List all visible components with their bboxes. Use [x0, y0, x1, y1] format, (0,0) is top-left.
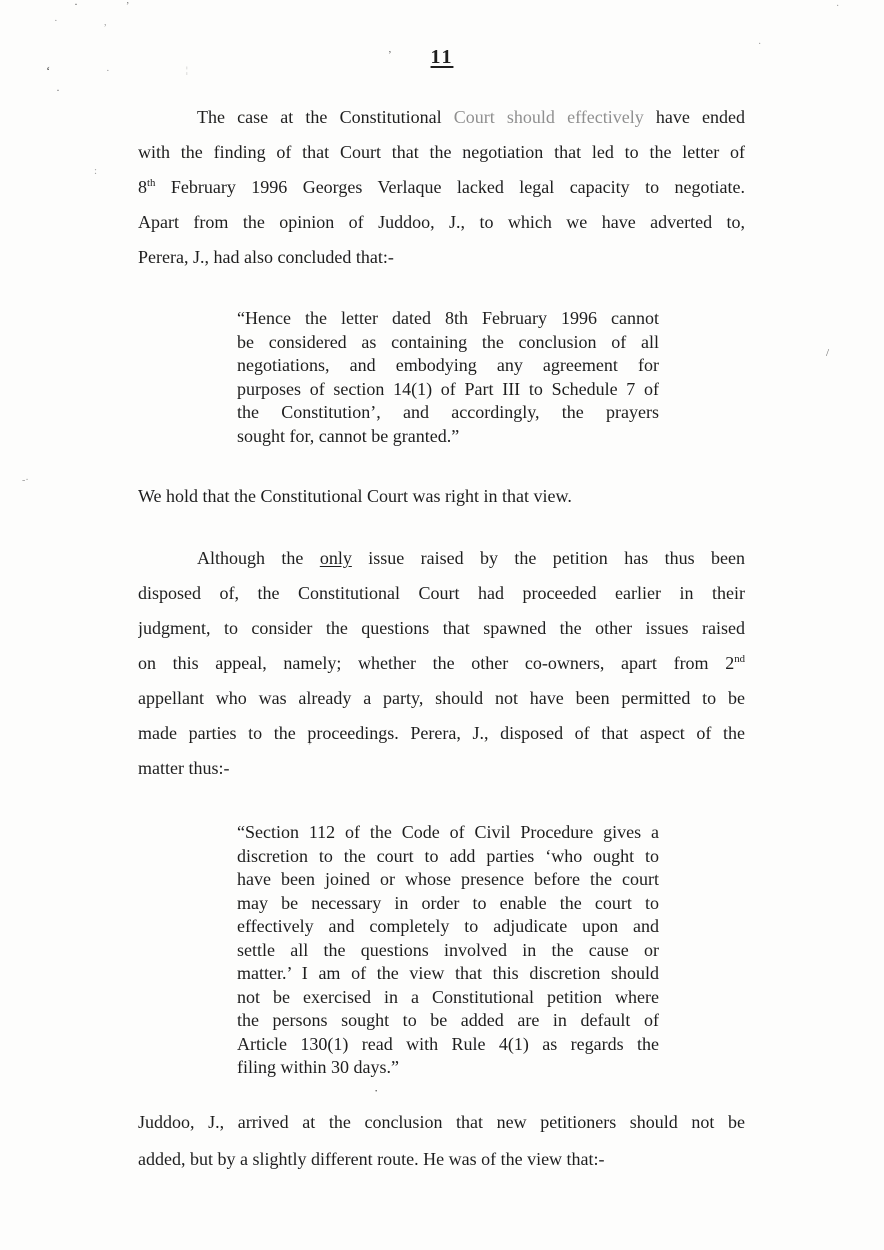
- paragraph-we-hold: [138, 479, 745, 514]
- text-line: Apart from the opinion of Juddoo, J., to which we have adverted to,: [138, 212, 745, 232]
- text-line: matter thus:-: [138, 758, 230, 778]
- scan-speck: ·: [836, 1, 840, 12]
- text-line: may be necessary in order to enable the court to: [237, 892, 659, 913]
- text-line: The case at the Constitutional Court should effectively have ended: [197, 107, 745, 127]
- paragraph-constitutional-court-case: [138, 100, 745, 275]
- text-line: filing within 30 days.”: [237, 1057, 399, 1077]
- scan-speck: ·: [758, 39, 762, 50]
- text-line: purposes of section 14(1) of Part III to Schedule 7 of: [237, 378, 659, 399]
- scan-speck: ’: [388, 49, 392, 61]
- text-line: not be exercised in a Constitutional petition where: [237, 986, 659, 1007]
- text-line: “Hence the letter dated 8th February 1996 cannot: [237, 308, 659, 328]
- paragraph-although-only-issue: [138, 541, 745, 786]
- text-line: Perera, J., had also concluded that:-: [138, 247, 394, 267]
- scan-speck: :: [94, 165, 98, 177]
- scan-speck: ’: [126, 1, 130, 12]
- scan-speck: ,: [104, 17, 107, 28]
- scan-speck: ·: [74, 0, 78, 11]
- text-line: on this appeal, namely; whether the other co-owners, apart from 2nd: [138, 653, 745, 673]
- text-line: negotiations, and embodying any agreement for: [237, 355, 659, 375]
- text-line: “Section 112 of the Code of Civil Procedure gives a: [237, 822, 659, 842]
- scan-speck: ‘: [46, 63, 51, 78]
- text-line: We hold that the Constitutional Court was right in that view.: [138, 486, 572, 506]
- text-line: effectively and completely to adjudicate upon and: [237, 916, 659, 936]
- scan-speck: /: [826, 347, 830, 359]
- quote-perera-letter-1996: [237, 307, 659, 448]
- scan-speck: ·: [56, 83, 60, 97]
- text-line: Although the only issue raised by the petition has thus been: [197, 548, 745, 568]
- text-line: discretion to the court to add parties ‘who ought to: [237, 845, 659, 866]
- text-line: appellant who was already a party, should not have been permitted to be: [138, 688, 745, 708]
- text-line: made parties to the proceedings. Perera, J., disposed of that aspect of the: [138, 723, 745, 743]
- text-line: added, but by a slightly different route. He was of the view that:-: [138, 1149, 605, 1169]
- scan-speck: -·: [22, 475, 29, 486]
- text-line: matter.’ I am of the view that this discretion should: [237, 963, 659, 983]
- text-line: the Constitution’, and accordingly, the prayers: [237, 402, 659, 422]
- text-line: settle all the questions involved in the cause or: [237, 939, 659, 960]
- scan-speck: ¦: [186, 65, 188, 75]
- text-line: judgment, to consider the questions that spawned the other issues raised: [138, 618, 745, 638]
- paragraph-juddoo-conclusion: [138, 1104, 745, 1178]
- text-line: sought for, cannot be granted.”: [237, 425, 460, 446]
- text-line: have been joined or whose presence before the court: [237, 869, 659, 889]
- text-line: Article 130(1) read with Rule 4(1) as regards the: [237, 1033, 659, 1054]
- page-number: 11: [430, 46, 454, 68]
- scan-speck: ·: [374, 1083, 379, 1098]
- text-line: Juddoo, J., arrived at the conclusion that new petitioners should not be: [138, 1112, 745, 1132]
- scan-speck: ’: [308, 741, 312, 752]
- scan-speck: ·: [106, 65, 110, 77]
- text-line: the persons sought to be added are in default of: [237, 1010, 659, 1030]
- text-line: with the finding of that Court that the negotiation that led to the letter of: [138, 142, 745, 162]
- quote-perera-section-112: [237, 821, 659, 1080]
- text-line: be considered as containing the conclusion of all: [237, 331, 659, 352]
- scan-speck: ·: [54, 15, 58, 27]
- text-line: disposed of, the Constitutional Court had proceeded earlier in their: [138, 583, 745, 603]
- text-line: 8th February 1996 Georges Verlaque lacked legal capacity to negotiate.: [138, 177, 745, 197]
